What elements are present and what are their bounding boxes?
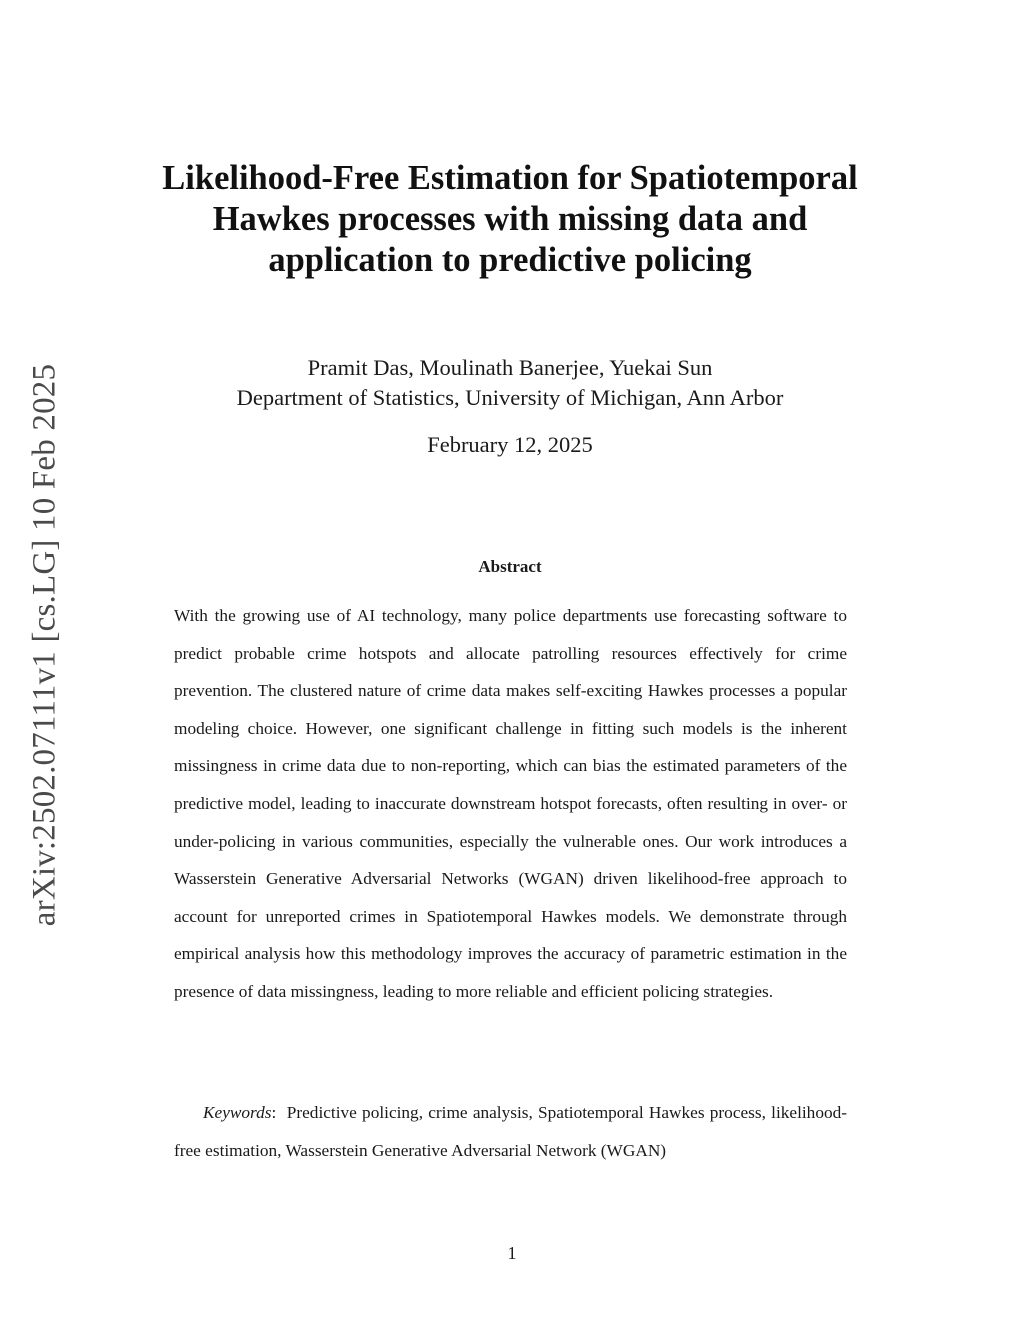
publication-date: February 12, 2025 xyxy=(427,432,593,457)
arxiv-identifier-stamp: arXiv:2502.07111v1 [cs.LG] 10 Feb 2025 xyxy=(26,363,63,927)
keywords-paragraph: Keywords: Predictive policing, crime analysis, Spatiotemporal Hawkes process, likelihood-free estimation, Wasserstein Generative Adversarial Network (WGAN) xyxy=(174,1103,847,1160)
abstract-text: With the growing use of AI technology, many police departments use forecasting software to predict probable crime hotspots and allocate patrolling resources effectively for crime prevention. The clustered nature of crime data makes self-exciting Hawkes processes a popular modeling choice. However, one significant challenge in fitting such models is the inherent missingness in crime data due to non-reporting, which can bias the estimated parameters of the predictive model, leading to inaccurate downstream hotspot forecasts, often resulting in over- or under-policing in various communities, especially the vulnerable ones. Our work introduces a Wasserstein Generative Adversarial Networks (WGAN) driven likelihood-free approach to account for unreported crimes in Spatiotemporal Hawkes models. We demonstrate through empirical analysis how this methodology improves the accuracy of parametric estimation in the presence of data missingness, leading to more reliable and efficient policing strategies. xyxy=(174,606,847,1001)
keywords-label: Keywords xyxy=(203,1103,272,1122)
paper-authors: Pramit Das, Moulinath Banerjee, Yuekai Sun xyxy=(307,355,713,380)
author-affiliation: Department of Statistics, University of Michigan, Ann Arbor xyxy=(236,385,784,410)
paper-title: Likelihood-Free Estimation for Spatiotemporal Hawkes processes with missing data and application to predictive policing xyxy=(162,159,858,279)
keywords-list: Predictive policing, crime analysis, Spatiotemporal Hawkes process, likelihood-free estimation, Wasserstein Generative Adversarial Network (WGAN) xyxy=(174,1103,847,1160)
abstract-heading: Abstract xyxy=(478,557,542,576)
page-number: 1 xyxy=(507,1243,517,1263)
